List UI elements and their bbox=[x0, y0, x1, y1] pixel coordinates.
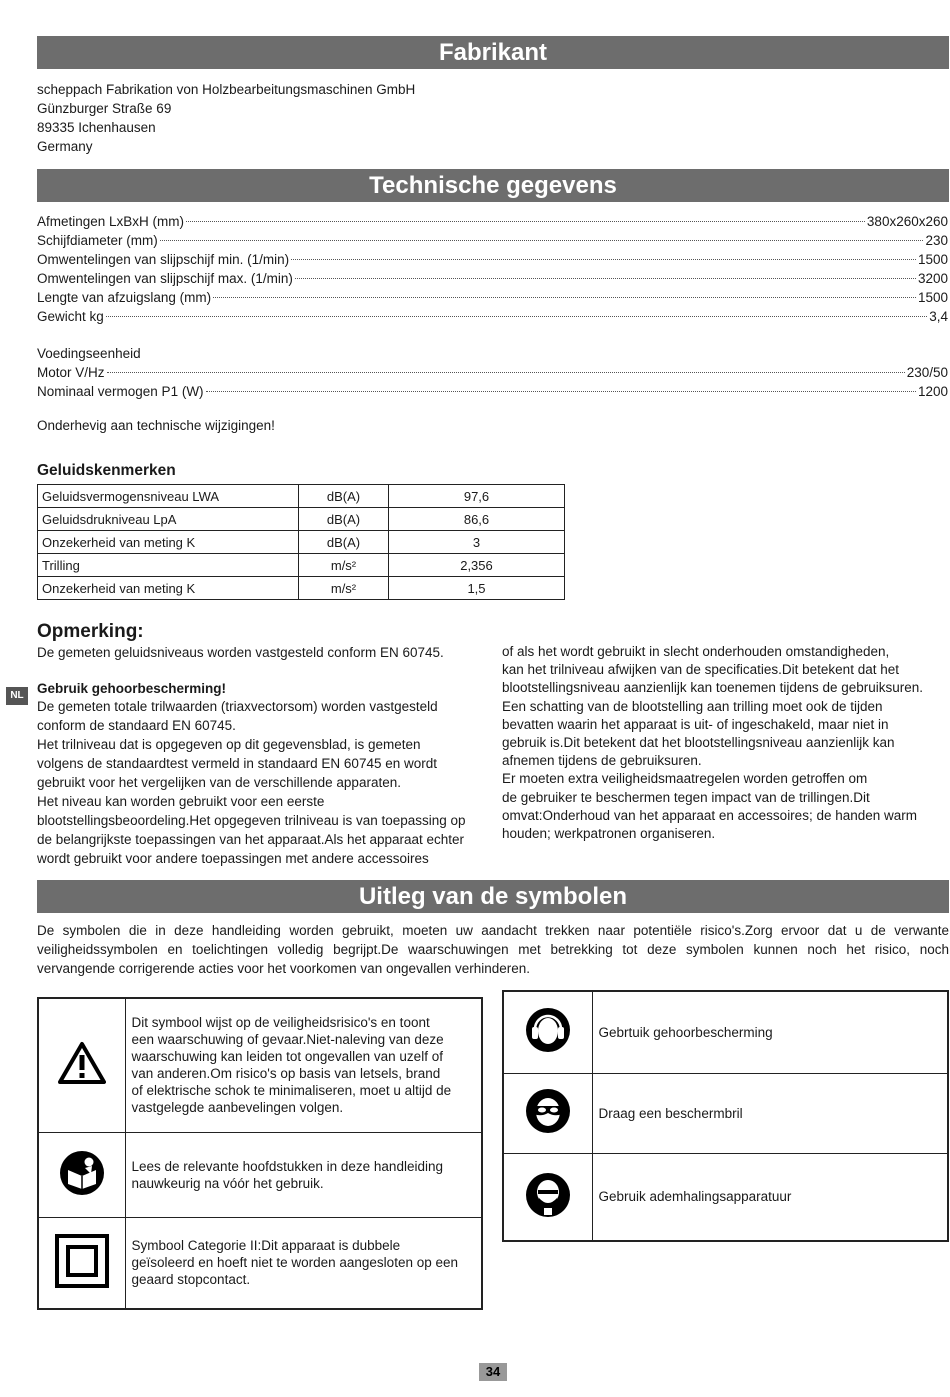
symbols-heading: Uitleg van de symbolen bbox=[37, 880, 949, 913]
text-line: De gemeten totale trilwaarden (triaxvectorsom) worden vastgesteld bbox=[37, 699, 438, 714]
table-cell: Trilling bbox=[38, 554, 299, 577]
table-cell: 2,356 bbox=[389, 554, 565, 577]
text-line: of elektrische schok te minimaliseren, moet u altijd de bbox=[131, 1083, 452, 1099]
text-line: veiligheidssymbolen en toelichtingen volledig begrijpt.De waarschuwingen met betrekking tot deze symbolen kunnen noch het risico, noch bbox=[37, 942, 949, 957]
text-line: of als het wordt gebruikt in slecht onderhouden omstandigheden, bbox=[502, 644, 890, 659]
table-cell: 1,5 bbox=[389, 577, 565, 600]
table-row bbox=[38, 998, 482, 1132]
table-row bbox=[38, 577, 565, 600]
spec-value: 1500 bbox=[917, 252, 948, 267]
text-line: gebruikt voor het vergelijken van de verschillende apparaten. bbox=[37, 775, 401, 790]
icon-cell bbox=[38, 1217, 125, 1309]
address-line: scheppach Fabrikation von Holzbearbeitungsmaschinen GmbH bbox=[37, 82, 416, 97]
spec-value: 230 bbox=[925, 233, 948, 248]
text-line: de gebruiker te beschermen tegen impact van de trillingen.Dit bbox=[502, 789, 870, 805]
symbols-table-left bbox=[37, 997, 483, 1310]
table-row bbox=[503, 1153, 948, 1241]
table-cell: m/s² bbox=[299, 554, 389, 577]
text-line: gebruik is.Dit betekent dat het blootstellingsniveau aanzienlijk kan bbox=[502, 735, 895, 751]
text-line: afnemen tijdens de gebruiksuren. bbox=[502, 753, 702, 769]
spec-value: 1500 bbox=[917, 290, 948, 305]
text-line: vervangende corrigerende acties voor het voorkomen van ongevallen verhinderen. bbox=[37, 961, 531, 976]
spec-list bbox=[37, 212, 948, 326]
text-line: volgens de standaardtest vermeld in standaard EN 60745 en wordt bbox=[37, 756, 437, 771]
table-row bbox=[38, 1217, 482, 1309]
technical-note: Onderhevig aan technische wijzigingen! bbox=[37, 418, 275, 433]
text-line: geaard stopcontact. bbox=[131, 1272, 251, 1288]
spec-value: 230/50 bbox=[906, 365, 948, 380]
table-row bbox=[38, 508, 565, 531]
table-cell: dB(A) bbox=[299, 508, 389, 531]
symbol-description bbox=[125, 998, 482, 1132]
manufacturer-heading: Fabrikant bbox=[37, 36, 949, 69]
power-heading: Voedingseenheid bbox=[37, 346, 141, 361]
warning-triangle-icon bbox=[58, 1073, 106, 1088]
symbol-description bbox=[125, 1132, 482, 1217]
text-line: nauwkeurig na vóór het gebruik. bbox=[131, 1175, 324, 1191]
remark-right-column bbox=[502, 643, 948, 843]
text-line: vastgelegde aanbevelingen volgen. bbox=[131, 1100, 344, 1116]
address-line: Germany bbox=[37, 139, 93, 154]
spec-label: Omwentelingen van slijpschijf max. (1/min) bbox=[37, 271, 293, 286]
text-line: waarschuwing kan leiden tot ongevallen van uzelf of bbox=[131, 1049, 443, 1065]
table-row bbox=[38, 1132, 482, 1217]
icon-cell bbox=[38, 1132, 125, 1217]
table-cell: 97,6 bbox=[389, 485, 565, 508]
spec-row bbox=[37, 363, 948, 382]
text-line: Het trilniveau dat is opgegeven op dit gegevensblad, is gemeten bbox=[37, 737, 421, 752]
table-cell: 86,6 bbox=[389, 508, 565, 531]
text-line: van anderen.Om risico's op basis van letsels, brand bbox=[131, 1066, 441, 1082]
spec-label: Omwentelingen van slijpschijf min. (1/min) bbox=[37, 252, 290, 267]
text-line: blootstellingsniveau aanzienlijk kan toenemen tijdens de gebruiksuren. bbox=[502, 680, 924, 696]
table-cell: Onzekerheid van meting K bbox=[38, 577, 299, 600]
symbol-description bbox=[125, 1217, 482, 1309]
safety-goggles-icon bbox=[525, 1122, 571, 1137]
icon-cell bbox=[503, 1073, 592, 1153]
address-line: Günzburger Straße 69 bbox=[37, 101, 172, 116]
text-line: een waarschuwing of gevaar.Niet-naleving van deze bbox=[131, 1032, 444, 1048]
icon-cell bbox=[503, 1153, 592, 1241]
spec-row bbox=[37, 382, 948, 401]
table-row bbox=[38, 485, 565, 508]
remark-bold: Gebruik gehoorbescherming! bbox=[37, 681, 227, 696]
spec-value: 1200 bbox=[917, 384, 948, 399]
text-line: Symbool Categorie II:Dit apparaat is dubbele bbox=[131, 1238, 401, 1254]
text-line: geïsoleerd en hoeft niet te worden aangesloten op een bbox=[131, 1255, 458, 1271]
remark-p1: De gemeten geluidsniveaus worden vastgesteld conform EN 60745. bbox=[37, 645, 444, 660]
ear-protection-icon bbox=[525, 1041, 571, 1056]
spec-label: Motor V/Hz bbox=[37, 365, 105, 380]
table-cell: Geluidsdrukniveau LpA bbox=[38, 508, 299, 531]
double-insulation-icon bbox=[54, 1277, 110, 1292]
table-cell: 3 bbox=[389, 531, 565, 554]
symbols-table-right bbox=[502, 990, 949, 1242]
table-cell: Onzekerheid van meting K bbox=[38, 531, 299, 554]
icon-cell bbox=[38, 998, 125, 1132]
symbol-label: Gebrtuik gehoorbescherming bbox=[592, 991, 948, 1073]
read-manual-icon bbox=[59, 1184, 105, 1199]
text-line: omvat:Onderhoud van het apparaat en accessoires; de handen warm bbox=[502, 807, 918, 823]
spec-label: Gewicht kg bbox=[37, 309, 104, 324]
noise-table bbox=[37, 484, 565, 600]
address-line: 89335 Ichenhausen bbox=[37, 120, 156, 135]
text-line: Het niveau kan worden gebruikt voor een eerste bbox=[37, 794, 325, 809]
table-row bbox=[38, 554, 565, 577]
spec-value: 3200 bbox=[917, 271, 948, 286]
spec-row bbox=[37, 231, 948, 250]
text-line: Dit symbool wijst op de veiligheidsrisico's en toont bbox=[131, 1015, 430, 1031]
text-line: blootstellingsbeoordeling.Het opgegeven trilniveau is van toepassing op bbox=[37, 813, 466, 828]
spec-value: 380x260x260 bbox=[866, 214, 948, 229]
table-cell: dB(A) bbox=[299, 485, 389, 508]
page-number: 34 bbox=[479, 1363, 507, 1381]
remark-heading: Opmerking: bbox=[37, 621, 144, 642]
language-tab: NL bbox=[6, 687, 28, 705]
text-line: kan het trilniveau afwijken van de specificaties.Dit betekent dat het bbox=[502, 662, 899, 678]
noise-heading: Geluidskenmerken bbox=[37, 462, 176, 479]
spec-row bbox=[37, 250, 948, 269]
spec-row bbox=[37, 212, 948, 231]
text-line: De symbolen die in deze handleiding worden gebruikt, moeten uw aandacht trekken naar potentiële risico's.Zorg ervoor dat u de verwante bbox=[37, 923, 949, 938]
spec-label: Nominaal vermogen P1 (W) bbox=[37, 384, 204, 399]
table-cell: dB(A) bbox=[299, 531, 389, 554]
text-line: houden; werkpatronen organiseren. bbox=[502, 826, 716, 842]
spec-label: Afmetingen LxBxH (mm) bbox=[37, 214, 185, 229]
icon-cell bbox=[503, 991, 592, 1073]
manufacturer-address bbox=[37, 80, 415, 156]
spec-row bbox=[37, 307, 948, 326]
text-line: wordt gebruikt voor andere toepassingen met andere accessoires bbox=[37, 851, 429, 866]
symbol-label: Draag een beschermbril bbox=[592, 1073, 948, 1153]
respirator-icon bbox=[525, 1206, 571, 1221]
text-line: conform de standaard EN 60745. bbox=[37, 718, 236, 733]
symbol-label: Gebruik ademhalingsapparatuur bbox=[592, 1153, 948, 1241]
technical-heading: Technische gegevens bbox=[37, 169, 949, 202]
text-line: bevatten waarin het apparaat is uit- of ingeschakeld, maar niet in bbox=[502, 716, 889, 732]
spec-value: 3,4 bbox=[929, 309, 948, 324]
text-line: de belangrijkste toepassingen van het apparaat.Als het apparaat echter bbox=[37, 832, 465, 847]
table-cell: Geluidsvermogensniveau LWA bbox=[38, 485, 299, 508]
spec-label: Lengte van afzuigslang (mm) bbox=[37, 290, 212, 305]
spec-row bbox=[37, 288, 948, 307]
table-cell: m/s² bbox=[299, 577, 389, 600]
symbols-intro bbox=[37, 921, 949, 978]
table-row bbox=[503, 1073, 948, 1153]
spec-label: Schijfdiameter (mm) bbox=[37, 233, 158, 248]
text-line: Een schatting van de blootstelling aan trilling moet ook de tijden bbox=[502, 698, 883, 714]
text-line: Lees de relevante hoofdstukken in deze handleiding bbox=[131, 1158, 443, 1174]
table-row bbox=[503, 991, 948, 1073]
power-spec-list bbox=[37, 363, 948, 401]
spec-row bbox=[37, 269, 948, 288]
text-line: Er moeten extra veiligheidsmaatregelen worden getroffen om bbox=[502, 771, 868, 787]
table-row bbox=[38, 531, 565, 554]
remark-left-column bbox=[37, 697, 497, 868]
